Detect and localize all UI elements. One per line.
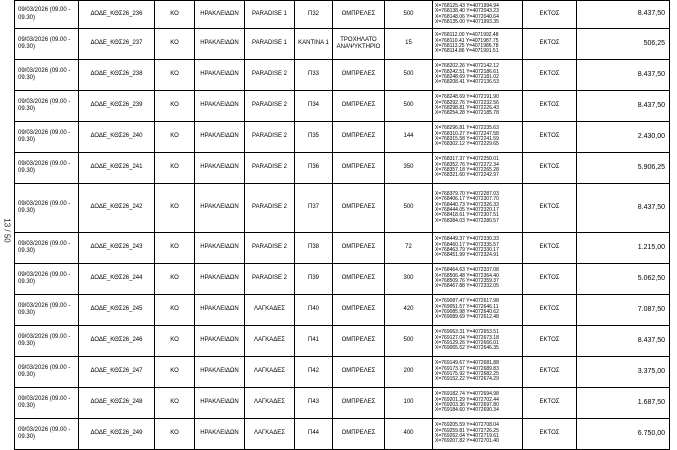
- use-cell: ΟΜΠΡΕΛΕΣ: [333, 419, 385, 450]
- zone-cell: ΕΚΤΟΣ: [523, 29, 577, 60]
- code-cell: ΔΟΔΕ_ΚΘΣ26_245: [79, 295, 155, 326]
- coordinate-line: X=768451.99 Y=4072324.91: [435, 252, 499, 259]
- category-cell: ΚΟ: [155, 388, 195, 419]
- area-cell: 100: [385, 388, 433, 419]
- date-cell: 09/03/2026 (09.00 - 09.30): [15, 357, 79, 388]
- zone-cell: ΕΚΤΟΣ: [523, 295, 577, 326]
- coordinate-line: X=769127.04 Y=4072673.18: [435, 334, 499, 341]
- category-cell: ΚΟ: [155, 153, 195, 184]
- coordinate-line: X=768449.37 Y=4072330.33: [435, 236, 499, 243]
- table-row: [15, 233, 670, 264]
- date-cell: 09/03/2026 (09.00 - 09.30): [15, 233, 79, 264]
- coordinate-line: X=768352.76 Y=4072272.34: [435, 161, 499, 168]
- street-cell: ΗΡΑΚΛΕΙΔΩΝ: [195, 153, 245, 184]
- area-cell: 500: [385, 184, 433, 233]
- coordinates-cell: [433, 1, 523, 29]
- area-cell: 500: [385, 1, 433, 29]
- use-cell: ΟΜΠΡΕΛΕΣ: [333, 295, 385, 326]
- use-cell: ΟΜΠΡΕΛΕΣ: [333, 326, 385, 357]
- street-cell: ΗΡΑΚΛΕΙΔΩΝ: [195, 91, 245, 122]
- page-number-text: 13 / 50: [2, 217, 12, 243]
- use-cell: ΟΜΠΡΕΛΕΣ: [333, 233, 385, 264]
- table-row: [15, 357, 670, 388]
- coordinate-line: X=769184.60 Y=4072690.34: [435, 407, 499, 414]
- position-cell: Π35: [295, 122, 333, 153]
- coordinate-line: X=768138.40 Y=4072043.23: [435, 8, 499, 15]
- location-cell: PARADISE 2: [245, 184, 295, 233]
- use-cell: ΟΜΠΡΕΛΕΣ: [333, 60, 385, 91]
- zone-cell: ΕΚΤΟΣ: [523, 91, 577, 122]
- location-cell: ΛΑΓΚΑΔΕΣ: [245, 357, 295, 388]
- amount-cell: 5.906,25: [577, 153, 670, 184]
- code-cell: ΔΟΔΕ_ΚΘΣ26_247: [79, 357, 155, 388]
- coordinate-line: X=768384.03 Y=4072280.57: [435, 217, 499, 224]
- coordinate-line: X=769175.92 Y=4072682.25: [435, 371, 499, 377]
- zone-cell: ΕΚΤΟΣ: [523, 388, 577, 419]
- coordinates-cell: [433, 295, 523, 326]
- area-cell: 72: [385, 233, 433, 264]
- coordinate-line: X=768315.58 Y=4072241.59: [435, 136, 499, 142]
- position-cell: Π41: [295, 326, 333, 357]
- use-cell: ΟΜΠΡΕΛΕΣ: [333, 264, 385, 295]
- date-cell: 09/03/2026 (09.00 - 09.30): [15, 184, 79, 233]
- category-cell: ΚΟ: [155, 184, 195, 233]
- position-cell: Π36: [295, 153, 333, 184]
- position-cell: Π38: [295, 233, 333, 264]
- position-cell: Π34: [295, 91, 333, 122]
- zone-cell: ΕΚΤΟΣ: [523, 264, 577, 295]
- date-cell: 09/03/2026 (09.00 - 09.30): [15, 1, 79, 29]
- amount-cell: 506,25: [577, 29, 670, 60]
- amount-cell: 6.750,00: [577, 419, 670, 450]
- code-cell: ΔΟΔΕ_ΚΘΣ26_238: [79, 60, 155, 91]
- coordinate-line: X=768460.17 Y=4072335.57: [435, 241, 499, 248]
- coordinate-line: X=768114.86 Y=4071991.51: [435, 48, 499, 55]
- area-cell: 300: [385, 264, 433, 295]
- category-cell: ΚΟ: [155, 264, 195, 295]
- date-cell: 09/03/2026 (09.00 - 09.30): [15, 122, 79, 153]
- category-cell: ΚΟ: [155, 419, 195, 450]
- date-cell: 09/03/2026 (09.00 - 09.30): [15, 326, 79, 357]
- table-row: [15, 153, 670, 184]
- location-cell: PARADISE 2: [245, 122, 295, 153]
- code-cell: ΔΟΔΕ_ΚΘΣ26_236: [79, 1, 155, 29]
- coordinates-cell: [433, 122, 523, 153]
- area-cell: 350: [385, 153, 433, 184]
- code-cell: ΔΟΔΕ_ΚΘΣ26_240: [79, 122, 155, 153]
- use-cell: ΤΡΟΧΗΛΑΤΟ ΑΝΑΨΥΚΤΗΡΙΟ: [333, 29, 385, 60]
- code-cell: ΔΟΔΕ_ΚΘΣ26_248: [79, 388, 155, 419]
- coordinate-line: X=768248.69 Y=4072181.02: [435, 74, 499, 80]
- coordinate-line: X=768317.37 Y=4072250.01: [435, 156, 499, 163]
- area-cell: 200: [385, 357, 433, 388]
- street-cell: ΗΡΑΚΛΕΙΔΩΝ: [195, 1, 245, 29]
- amount-cell: 1.687,50: [577, 388, 670, 419]
- street-cell: ΗΡΑΚΛΕΙΔΩΝ: [195, 60, 245, 91]
- coordinate-line: X=768292.76 Y=4072232.56: [435, 99, 499, 106]
- coordinate-line: X=769065.52 Y=4072646.35: [435, 345, 499, 352]
- coordinate-line: X=769203.36 Y=4072697.80: [435, 402, 499, 408]
- area-cell: 15: [385, 29, 433, 60]
- coordinates-cell: [433, 60, 523, 91]
- code-cell: ΔΟΔΕ_ΚΘΣ26_246: [79, 326, 155, 357]
- location-cell: ΛΑΓΚΑΔΕΣ: [245, 419, 295, 450]
- use-cell: ΟΜΠΡΕΛΕΣ: [333, 153, 385, 184]
- date-cell: 09/03/2026 (09.00 - 09.30): [15, 29, 79, 60]
- coordinate-line: X=769262.04 Y=4072719.61: [435, 433, 499, 439]
- date-cell: 09/03/2026 (09.00 - 09.30): [15, 153, 79, 184]
- date-cell: 09/03/2026 (09.00 - 09.30): [15, 388, 79, 419]
- coordinate-line: X=768125.43 Y=4071994.94: [435, 2, 499, 9]
- position-cell: Π37: [295, 184, 333, 233]
- amount-cell: 3.375,00: [577, 357, 670, 388]
- coordinate-line: X=769085.98 Y=4072640.62: [435, 309, 499, 315]
- use-cell: ΟΜΠΡΕΛΕΣ: [333, 91, 385, 122]
- code-cell: ΔΟΔΕ_ΚΘΣ26_239: [79, 91, 155, 122]
- street-cell: ΗΡΑΚΛΕΙΔΩΝ: [195, 295, 245, 326]
- page-number: [0, 200, 14, 260]
- table-row: [15, 295, 670, 326]
- coordinate-line: X=768112.00 Y=4071992.48: [435, 32, 499, 39]
- location-cell: PARADISE 2: [245, 153, 295, 184]
- area-cell: 500: [385, 60, 433, 91]
- table-row: [15, 326, 670, 357]
- amount-cell: 2.430,00: [577, 122, 670, 153]
- table-row: [15, 264, 670, 295]
- coordinate-line: X=768509.76 Y=4072359.37: [435, 278, 499, 284]
- position-cell: Π32: [295, 1, 333, 29]
- coordinate-line: X=769063.31 Y=4072653.51: [435, 329, 499, 336]
- location-cell: PARADISE 2: [245, 60, 295, 91]
- amount-cell: 8.437,50: [577, 1, 670, 29]
- coordinate-line: X=769149.67 Y=4072681.88: [435, 360, 499, 367]
- table-row: [15, 60, 670, 91]
- area-cell: 144: [385, 122, 433, 153]
- use-cell: ΟΜΠΡΕΛΕΣ: [333, 122, 385, 153]
- amount-cell: 5.062,50: [577, 264, 670, 295]
- street-cell: ΗΡΑΚΛΕΙΔΩΝ: [195, 264, 245, 295]
- location-cell: ΛΑΓΚΑΔΕΣ: [245, 326, 295, 357]
- coordinate-line: X=768110.41 Y=4071987.75: [435, 37, 499, 44]
- street-cell: ΗΡΑΚΛΕΙΔΩΝ: [195, 122, 245, 153]
- coordinate-line: X=769089.69 Y=4072612.48: [435, 314, 499, 321]
- zone-cell: ΕΚΤΟΣ: [523, 153, 577, 184]
- amount-cell: 8.437,50: [577, 184, 670, 233]
- zone-cell: ΕΚΤΟΣ: [523, 60, 577, 91]
- zone-cell: ΕΚΤΟΣ: [523, 326, 577, 357]
- coordinate-line: X=769129.26 Y=4072666.01: [435, 340, 499, 346]
- coordinate-line: X=768464.63 Y=4072337.08: [435, 267, 499, 274]
- coordinate-line: X=769259.81 Y=4072726.25: [435, 427, 499, 434]
- location-cell: PARADISE 2: [245, 264, 295, 295]
- category-cell: ΚΟ: [155, 1, 195, 29]
- concessions-table: [14, 0, 670, 450]
- coordinates-cell: [433, 264, 523, 295]
- use-cell: ΟΜΠΡΕΛΕΣ: [333, 357, 385, 388]
- coordinate-line: X=768467.88 Y=4072332.05: [435, 283, 499, 290]
- coordinates-cell: [433, 357, 523, 388]
- code-cell: ΔΟΔΕ_ΚΘΣ26_249: [79, 419, 155, 450]
- date-cell: 09/03/2026 (09.00 - 09.30): [15, 60, 79, 91]
- area-cell: 420: [385, 295, 433, 326]
- category-cell: ΚΟ: [155, 233, 195, 264]
- category-cell: ΚΟ: [155, 29, 195, 60]
- location-cell: ΛΑΓΚΑΔΕΣ: [245, 295, 295, 326]
- street-cell: ΗΡΑΚΛΕΙΔΩΝ: [195, 326, 245, 357]
- coordinate-line: X=768357.18 Y=4072265.28: [435, 167, 499, 173]
- coordinate-line: X=768379.70 Y=4072287.03: [435, 190, 499, 197]
- amount-cell: 7.087,50: [577, 295, 670, 326]
- coordinate-line: X=769051.57 Y=4072646.11: [435, 303, 499, 310]
- coordinates-cell: [433, 153, 523, 184]
- coordinate-line: X=769205.59 Y=4072708.04: [435, 422, 499, 429]
- code-cell: ΔΟΔΕ_ΚΘΣ26_242: [79, 184, 155, 233]
- coordinate-line: X=769087.47 Y=4072617.98: [435, 298, 499, 305]
- coordinate-line: X=769207.82 Y=4072701.40: [435, 438, 499, 445]
- area-cell: 500: [385, 91, 433, 122]
- position-cell: ΚΑΝΤΙΝΑ 1: [295, 29, 333, 60]
- coordinates-cell: [433, 233, 523, 264]
- position-cell: Π33: [295, 60, 333, 91]
- coordinate-line: X=768298.81 Y=4072226.43: [435, 105, 499, 111]
- position-cell: Π44: [295, 419, 333, 450]
- coordinate-line: X=768310.27 Y=4072247.58: [435, 130, 499, 137]
- code-cell: ΔΟΔΕ_ΚΘΣ26_237: [79, 29, 155, 60]
- street-cell: ΗΡΑΚΛΕΙΔΩΝ: [195, 388, 245, 419]
- coordinate-line: X=768135.00 Y=4071993.35: [435, 18, 499, 25]
- coordinate-line: X=768321.60 Y=4072242.97: [435, 172, 499, 179]
- zone-cell: ΕΚΤΟΣ: [523, 233, 577, 264]
- coordinate-line: X=768418.61 Y=4072307.51: [435, 212, 499, 219]
- code-cell: ΔΟΔΕ_ΚΘΣ26_243: [79, 233, 155, 264]
- coordinate-line: X=768254.28 Y=4072185.78: [435, 110, 499, 117]
- coordinate-line: X=768248.69 Y=4072191.90: [435, 94, 499, 101]
- table-row: [15, 388, 670, 419]
- coordinate-line: X=768242.51 Y=4072186.61: [435, 68, 499, 75]
- coordinate-line: X=768506.48 Y=4072364.40: [435, 272, 499, 279]
- zone-cell: ΕΚΤΟΣ: [523, 1, 577, 29]
- position-cell: Π39: [295, 264, 333, 295]
- location-cell: ΛΑΓΚΑΔΕΣ: [245, 388, 295, 419]
- position-cell: Π43: [295, 388, 333, 419]
- coordinate-line: X=768296.81 Y=4072235.63: [435, 125, 499, 132]
- coordinate-line: X=769201.29 Y=4072702.44: [435, 396, 499, 403]
- coordinates-cell: [433, 91, 523, 122]
- location-cell: PARADISE 1: [245, 1, 295, 29]
- area-cell: 500: [385, 326, 433, 357]
- amount-cell: 1.215,00: [577, 233, 670, 264]
- category-cell: ΚΟ: [155, 60, 195, 91]
- code-cell: ΔΟΔΕ_ΚΘΣ26_241: [79, 153, 155, 184]
- zone-cell: ΕΚΤΟΣ: [523, 122, 577, 153]
- coordinate-line: X=768463.79 Y=4072330.17: [435, 247, 499, 253]
- coordinates-cell: [433, 29, 523, 60]
- position-cell: Π40: [295, 295, 333, 326]
- category-cell: ΚΟ: [155, 91, 195, 122]
- coordinates-cell: [433, 388, 523, 419]
- location-cell: PARADISE 1: [245, 29, 295, 60]
- street-cell: ΗΡΑΚΛΕΙΔΩΝ: [195, 29, 245, 60]
- date-cell: 09/03/2026 (09.00 - 09.30): [15, 419, 79, 450]
- use-cell: ΟΜΠΡΕΛΕΣ: [333, 1, 385, 29]
- street-cell: ΗΡΑΚΛΕΙΔΩΝ: [195, 184, 245, 233]
- amount-cell: 8.437,50: [577, 326, 670, 357]
- street-cell: ΗΡΑΚΛΕΙΔΩΝ: [195, 419, 245, 450]
- coordinate-line: X=769182.74 Y=4072694.98: [435, 391, 499, 398]
- table-row: [15, 184, 670, 233]
- location-cell: PARADISE 2: [245, 233, 295, 264]
- coordinate-line: X=768208.41 Y=4072136.53: [435, 79, 499, 86]
- category-cell: ΚΟ: [155, 326, 195, 357]
- coordinate-line: X=769152.22 Y=4072674.29: [435, 376, 499, 383]
- zone-cell: ΕΚΤΟΣ: [523, 419, 577, 450]
- amount-cell: 8.437,50: [577, 91, 670, 122]
- location-cell: PARADISE 2: [245, 91, 295, 122]
- coordinates-cell: [433, 184, 523, 233]
- street-cell: ΗΡΑΚΛΕΙΔΩΝ: [195, 233, 245, 264]
- category-cell: ΚΟ: [155, 357, 195, 388]
- category-cell: ΚΟ: [155, 295, 195, 326]
- table-row: [15, 29, 670, 60]
- coordinates-cell: [433, 419, 523, 450]
- code-cell: ΔΟΔΕ_ΚΘΣ26_244: [79, 264, 155, 295]
- table-row: [15, 122, 670, 153]
- date-cell: 09/03/2026 (09.00 - 09.30): [15, 295, 79, 326]
- area-cell: 400: [385, 419, 433, 450]
- amount-cell: 8.437,50: [577, 60, 670, 91]
- table-body: [15, 1, 670, 450]
- coordinate-line: X=769173.37 Y=4072689.83: [435, 365, 499, 372]
- category-cell: ΚΟ: [155, 122, 195, 153]
- table-row: [15, 419, 670, 450]
- coordinate-line: X=768302.12 Y=4072229.65: [435, 141, 499, 148]
- coordinate-line: X=768406.17 Y=4072307.70: [435, 196, 499, 203]
- table-row: [15, 91, 670, 122]
- date-cell: 09/03/2026 (09.00 - 09.30): [15, 91, 79, 122]
- coordinate-line: X=768113.25 Y=4071986.78: [435, 43, 499, 49]
- street-cell: ΗΡΑΚΛΕΙΔΩΝ: [195, 357, 245, 388]
- use-cell: ΟΜΠΡΕΛΕΣ: [333, 184, 385, 233]
- zone-cell: ΕΚΤΟΣ: [523, 184, 577, 233]
- coordinate-line: X=768440.73 Y=4072326.33: [435, 201, 499, 208]
- coordinate-line: X=768148.06 Y=4072040.64: [435, 13, 499, 20]
- zone-cell: ΕΚΤΟΣ: [523, 357, 577, 388]
- coordinate-line: X=768202.26 Y=4072142.12: [435, 63, 499, 70]
- coordinates-cell: [433, 326, 523, 357]
- document-table-wrapper: [14, 0, 669, 445]
- use-cell: ΟΜΠΡΕΛΕΣ: [333, 388, 385, 419]
- date-cell: 09/03/2026 (09.00 - 09.30): [15, 264, 79, 295]
- coordinate-line: X=768444.05 Y=4072320.17: [435, 207, 499, 213]
- table-row: [15, 1, 670, 29]
- position-cell: Π42: [295, 357, 333, 388]
